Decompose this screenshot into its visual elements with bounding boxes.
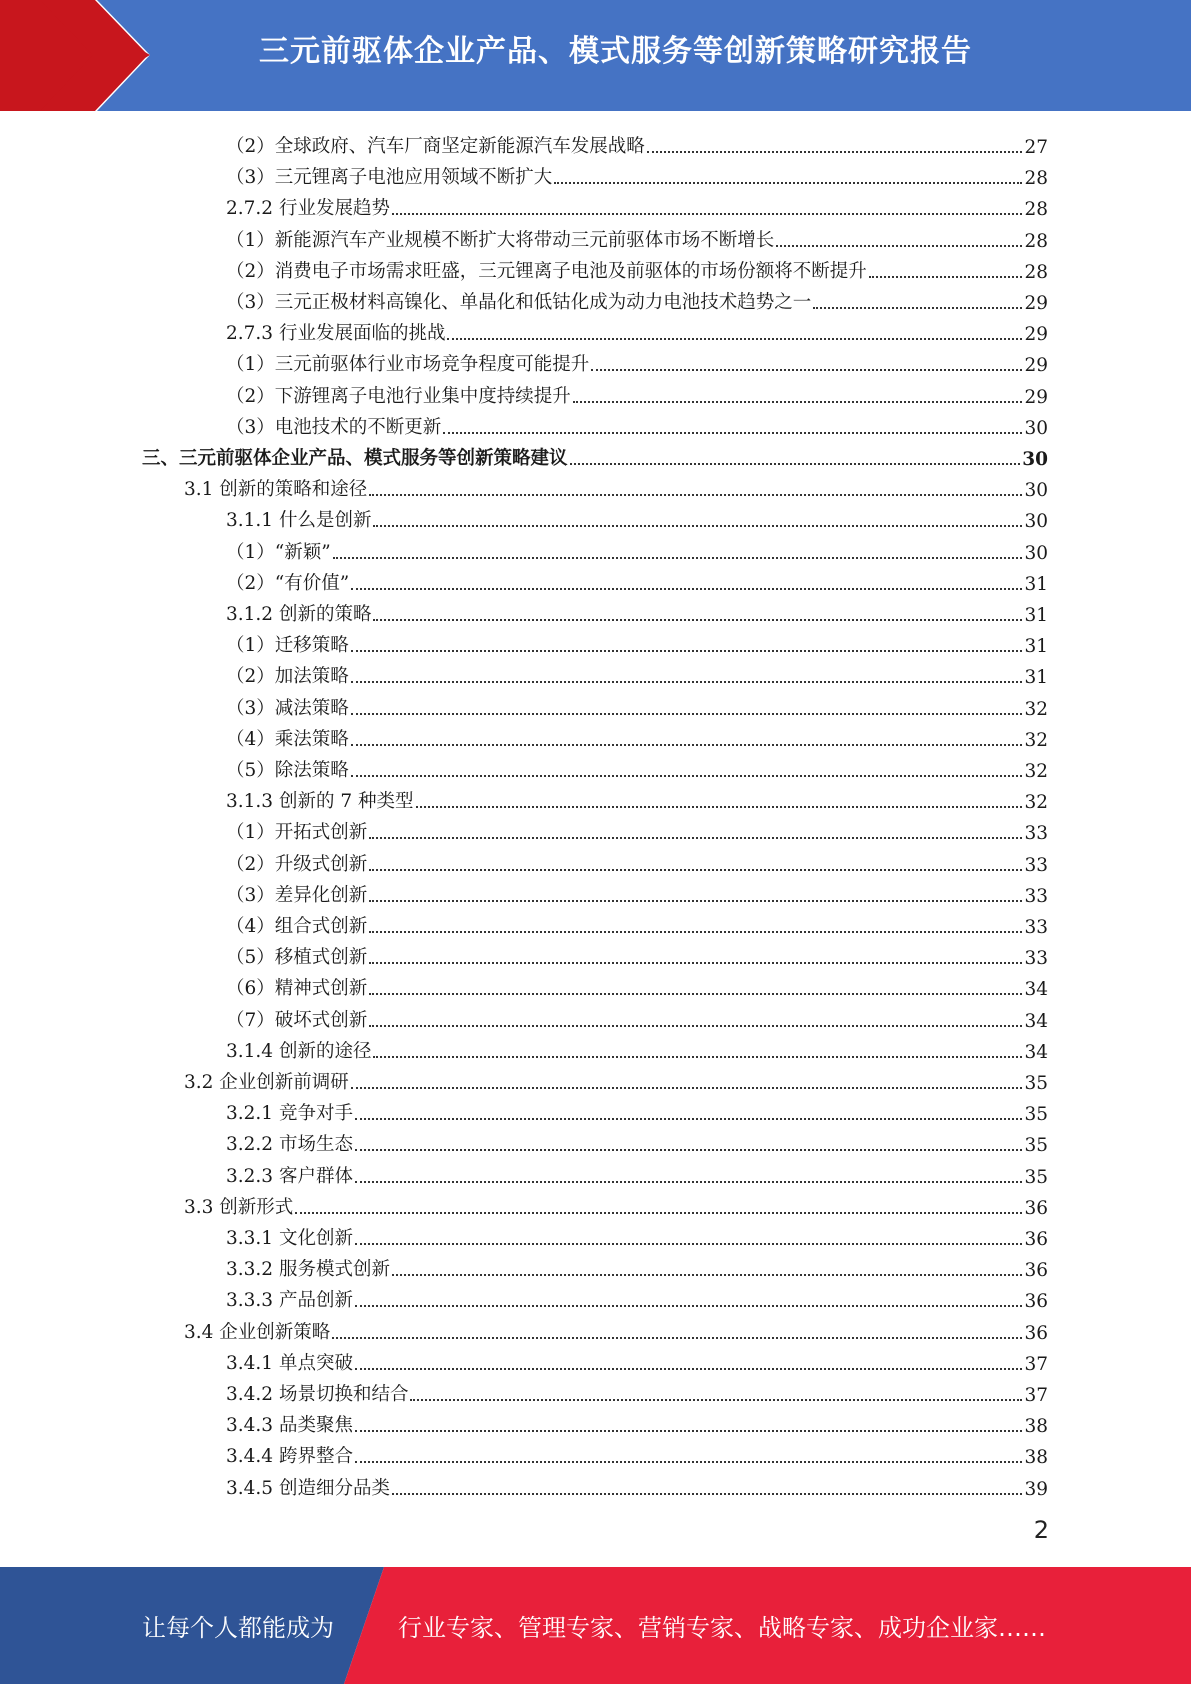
toc-entry-page: 33 (1024, 854, 1048, 876)
toc-leader-dots (351, 775, 1023, 777)
toc-entry[interactable] (226, 751, 1048, 782)
toc-entry-page: 35 (1024, 1073, 1048, 1094)
toc-leader-dots (333, 557, 1023, 559)
toc-entry-page: 30 (1024, 417, 1048, 439)
toc-entry-title: 3.1.4 创新的途径 (226, 1040, 372, 1062)
toc-entry-page: 30 (1024, 542, 1048, 564)
toc-entry[interactable] (226, 564, 1048, 595)
toc-entry[interactable] (226, 782, 1048, 813)
toc-entry[interactable] (226, 1469, 1048, 1500)
toc-entry-page: 28 (1024, 199, 1048, 221)
toc-entry-page: 29 (1024, 293, 1048, 314)
toc-leader-dots (373, 1056, 1022, 1058)
toc-entry-page: 34 (1024, 979, 1048, 1001)
toc-entry-page: 29 (1024, 324, 1048, 346)
toc-entry[interactable] (226, 501, 1048, 532)
toc-entry[interactable] (226, 689, 1048, 720)
toc-entry-title: 3.4.2 场景切换和结合 (226, 1384, 409, 1405)
toc-entry-page: 37 (1024, 1353, 1048, 1375)
toc-leader-dots (416, 806, 1023, 808)
toc-entry-page: 36 (1024, 1322, 1048, 1344)
toc-leader-dots (447, 338, 1022, 340)
toc-leader-dots (591, 369, 1022, 371)
toc-leader-dots (295, 1212, 1022, 1214)
toc-entry[interactable] (226, 1032, 1048, 1063)
toc-entry[interactable] (226, 377, 1048, 408)
toc-entry-page: 32 (1024, 761, 1048, 782)
toc-entry-title: （3）三元锂离子电池应用领域不断扩大 (226, 167, 553, 189)
toc-entry-page: 32 (1024, 792, 1048, 814)
toc-entry-title: 3.1.1 什么是创新 (226, 510, 372, 532)
toc-leader-dots (351, 713, 1023, 715)
toc-leader-dots (369, 900, 1022, 902)
toc-entry[interactable] (226, 1281, 1048, 1312)
toc-leader-dots (392, 1493, 1022, 1495)
toc-entry-page: 31 (1024, 605, 1048, 626)
toc-entry-title: 3.4.1 单点突破 (226, 1352, 353, 1374)
toc-entry-title: 2.7.3 行业发展面临的挑战 (226, 323, 446, 345)
toc-entry-title: （2）下游锂离子电池行业集中度持续提升 (226, 385, 571, 407)
toc-entry[interactable] (142, 439, 1048, 470)
toc-entry[interactable] (184, 1063, 1048, 1094)
toc-entry-title: 3.1 创新的策略和途径 (184, 479, 368, 501)
toc-entry[interactable] (226, 314, 1048, 345)
toc-entry[interactable] (226, 626, 1048, 657)
toc-leader-dots (351, 588, 1022, 590)
toc-entry-title: （1）“新颖” (226, 541, 331, 563)
toc-entry-title: 3.1.2 创新的策略 (226, 604, 372, 625)
toc-leader-dots (813, 307, 1022, 309)
toc-entry-page: 35 (1024, 1166, 1048, 1188)
toc-entry[interactable] (226, 657, 1048, 688)
toc-entry[interactable] (226, 221, 1048, 252)
toc-entry-title: 3.3 创新形式 (184, 1196, 294, 1218)
toc-entry-page: 30 (1024, 480, 1048, 502)
toc-entry-page: 33 (1024, 948, 1048, 970)
toc-leader-dots (369, 993, 1022, 995)
toc-entry-page: 36 (1024, 1197, 1048, 1219)
toc-entry-title: （3）电池技术的不断更新 (226, 416, 442, 438)
toc-leader-dots (869, 276, 1023, 278)
toc-entry[interactable] (226, 158, 1048, 189)
toc-entry[interactable] (226, 1125, 1048, 1156)
toc-entry-title: （1）开拓式创新 (226, 822, 368, 844)
page-header (0, 0, 1191, 111)
toc-entry-title: 3.3.1 文化创新 (226, 1228, 353, 1249)
toc-entry-title: （3）差异化创新 (226, 884, 368, 906)
toc-entry-page: 33 (1024, 885, 1048, 907)
toc-leader-dots (647, 151, 1023, 153)
toc-leader-dots (443, 432, 1022, 434)
toc-leader-dots (373, 525, 1022, 527)
toc-entry-page: 35 (1024, 1135, 1048, 1157)
toc-leader-dots (410, 1399, 1022, 1401)
toc-entry-title: （1）迁移策略 (226, 635, 349, 657)
toc-entry[interactable] (226, 1406, 1048, 1437)
toc-entry[interactable] (226, 595, 1048, 626)
toc-leader-dots (355, 1368, 1023, 1370)
toc-entry[interactable] (226, 876, 1048, 907)
toc-entry-page: 38 (1024, 1416, 1048, 1438)
toc-entry-title: （1）三元前驱体行业市场竞争程度可能提升 (226, 354, 590, 376)
toc-entry-title: （4）乘法策略 (226, 728, 349, 750)
toc-entry-title: 3.4.5 创造细分品类 (226, 1477, 390, 1499)
toc-leader-dots (351, 1087, 1023, 1089)
toc-leader-dots (369, 1025, 1022, 1027)
toc-leader-dots (355, 1118, 1023, 1120)
toc-entry-page: 28 (1024, 230, 1048, 252)
toc-leader-dots (392, 213, 1022, 215)
toc-entry[interactable] (226, 813, 1048, 844)
toc-leader-dots (351, 681, 1023, 683)
toc-entry-title: 3.2.2 市场生态 (226, 1134, 353, 1156)
toc-leader-dots (332, 1337, 1022, 1339)
toc-leader-dots (355, 1243, 1023, 1245)
toc-entry-title: （2）“有价值” (226, 572, 350, 594)
toc-entry-title: （3）减法策略 (226, 697, 349, 719)
toc-entry[interactable] (226, 907, 1048, 938)
toc-leader-dots (355, 1430, 1023, 1432)
toc-entry-page: 39 (1024, 1478, 1048, 1500)
toc-entry[interactable] (226, 345, 1048, 376)
toc-leader-dots (570, 463, 1021, 465)
toc-entry-title: 3.4.3 品类聚焦 (226, 1415, 353, 1437)
toc-entry-page: 33 (1024, 823, 1048, 845)
toc-entry[interactable] (226, 1375, 1048, 1406)
toc-entry-page: 28 (1024, 261, 1048, 283)
toc-entry[interactable] (184, 1313, 1048, 1344)
toc-entry[interactable] (184, 1188, 1048, 1219)
toc-leader-dots (351, 650, 1023, 652)
toc-entry-title: （7）破坏式创新 (226, 1009, 368, 1031)
footer-slogan-left: 让每个人都能成为 (142, 1614, 334, 1642)
page-footer (0, 1567, 1191, 1684)
toc-leader-dots (369, 869, 1022, 871)
toc-entry-title: 3.3.3 产品创新 (226, 1290, 353, 1312)
toc-entry[interactable] (226, 1219, 1048, 1250)
toc-entry-page: 33 (1024, 917, 1048, 938)
toc-entry-page: 36 (1024, 1229, 1048, 1250)
toc-entry-page: 32 (1024, 698, 1048, 720)
toc-entry-page: 29 (1024, 386, 1048, 408)
toc-entry[interactable] (226, 408, 1048, 439)
footer-slogan-right: 行业专家、管理专家、营销专家、战略专家、成功企业家…… (398, 1614, 1046, 1642)
toc-entry-page: 28 (1024, 168, 1048, 190)
toc-entry-title: 3.4 企业创新策略 (184, 1321, 331, 1343)
toc-leader-dots (355, 1149, 1023, 1151)
toc-entry-page: 37 (1024, 1385, 1048, 1406)
toc-entry-page: 31 (1024, 573, 1048, 595)
toc-entry-title: （5）移植式创新 (226, 947, 368, 969)
toc-entry-page: 38 (1024, 1447, 1048, 1469)
toc-entry-title: 3.2.1 竞争对手 (226, 1103, 353, 1125)
toc-leader-dots (776, 245, 1022, 247)
toc-entry-page: 36 (1024, 1291, 1048, 1313)
toc-entry-title: （2）全球政府、汽车厂商坚定新能源汽车发展战略 (226, 136, 645, 157)
toc-entry[interactable] (226, 720, 1048, 751)
toc-entry-title: 3.1.3 创新的 7 种类型 (226, 791, 414, 813)
page-number: 2 (1033, 1516, 1049, 1544)
toc-leader-dots (373, 619, 1022, 621)
toc-entry-page: 34 (1024, 1041, 1048, 1063)
toc-entry-title: 3.2.3 客户群体 (226, 1165, 353, 1187)
toc-entry[interactable] (184, 470, 1048, 501)
toc-entry-page: 29 (1024, 355, 1048, 377)
toc-entry[interactable] (226, 1437, 1048, 1468)
toc-entry-title: 3.4.4 跨界整合 (226, 1446, 353, 1468)
toc-entry-title: 三、三元前驱体企业产品、模式服务等创新策略建议 (142, 448, 568, 469)
toc-leader-dots (554, 182, 1022, 184)
toc-entry-page: 35 (1024, 1104, 1048, 1126)
toc-entry-page: 30 (1024, 511, 1048, 533)
toc-entry[interactable] (226, 1094, 1048, 1125)
toc-entry[interactable] (226, 845, 1048, 876)
toc-leader-dots (369, 837, 1022, 839)
toc-leader-dots (369, 931, 1022, 933)
toc-entry[interactable] (226, 938, 1048, 969)
toc-entry-title: 3.3.2 服务模式创新 (226, 1259, 390, 1281)
toc-leader-dots (392, 1274, 1022, 1276)
toc-entry-title: 2.7.2 行业发展趋势 (226, 198, 390, 220)
toc-entry[interactable] (226, 252, 1048, 283)
toc-entry-page: 31 (1024, 636, 1048, 658)
toc-entry-page: 36 (1024, 1260, 1048, 1282)
toc-entry-title: （2）加法策略 (226, 666, 349, 688)
toc-leader-dots (369, 494, 1022, 496)
toc-entry[interactable] (226, 189, 1048, 220)
toc-entry-page: 31 (1024, 667, 1048, 689)
toc-entry[interactable] (226, 1001, 1048, 1032)
toc-entry[interactable] (226, 127, 1048, 158)
toc-entry-page: 27 (1024, 137, 1048, 158)
toc-entry-title: （1）新能源汽车产业规模不断扩大将带动三元前驱体市场不断增长 (226, 229, 775, 251)
toc-entry-title: （3）三元正极材料高镍化、单晶化和低钴化成为动力电池技术趋势之一 (226, 292, 812, 313)
toc-leader-dots (355, 1181, 1023, 1183)
toc-entry-title: 3.2 企业创新前调研 (184, 1072, 349, 1093)
toc-entry-page: 34 (1024, 1010, 1048, 1032)
toc-entry[interactable] (226, 1157, 1048, 1188)
toc-entry[interactable] (226, 1250, 1048, 1281)
toc-entry[interactable] (226, 533, 1048, 564)
toc-entry-title: （6）精神式创新 (226, 978, 368, 1000)
toc-leader-dots (351, 744, 1023, 746)
toc-leader-dots (369, 962, 1022, 964)
toc-leader-dots (355, 1305, 1023, 1307)
toc-entry-page: 30 (1022, 449, 1048, 470)
toc-entry[interactable] (226, 283, 1048, 314)
toc-leader-dots (573, 401, 1023, 403)
header-title: 三元前驱体企业产品、模式服务等创新策略研究报告 (259, 34, 972, 69)
toc-entry[interactable] (226, 969, 1048, 1000)
toc-entry-page: 32 (1024, 729, 1048, 751)
toc-entry[interactable] (226, 1344, 1048, 1375)
toc-leader-dots (355, 1461, 1023, 1463)
toc-entry-title: （2）消费电子市场需求旺盛，三元锂离子电池及前驱体的市场份额将不断提升 (226, 260, 867, 282)
toc-entry-title: （4）组合式创新 (226, 916, 368, 937)
toc-entry-title: （5）除法策略 (226, 760, 349, 781)
toc-entry-title: （2）升级式创新 (226, 853, 368, 875)
